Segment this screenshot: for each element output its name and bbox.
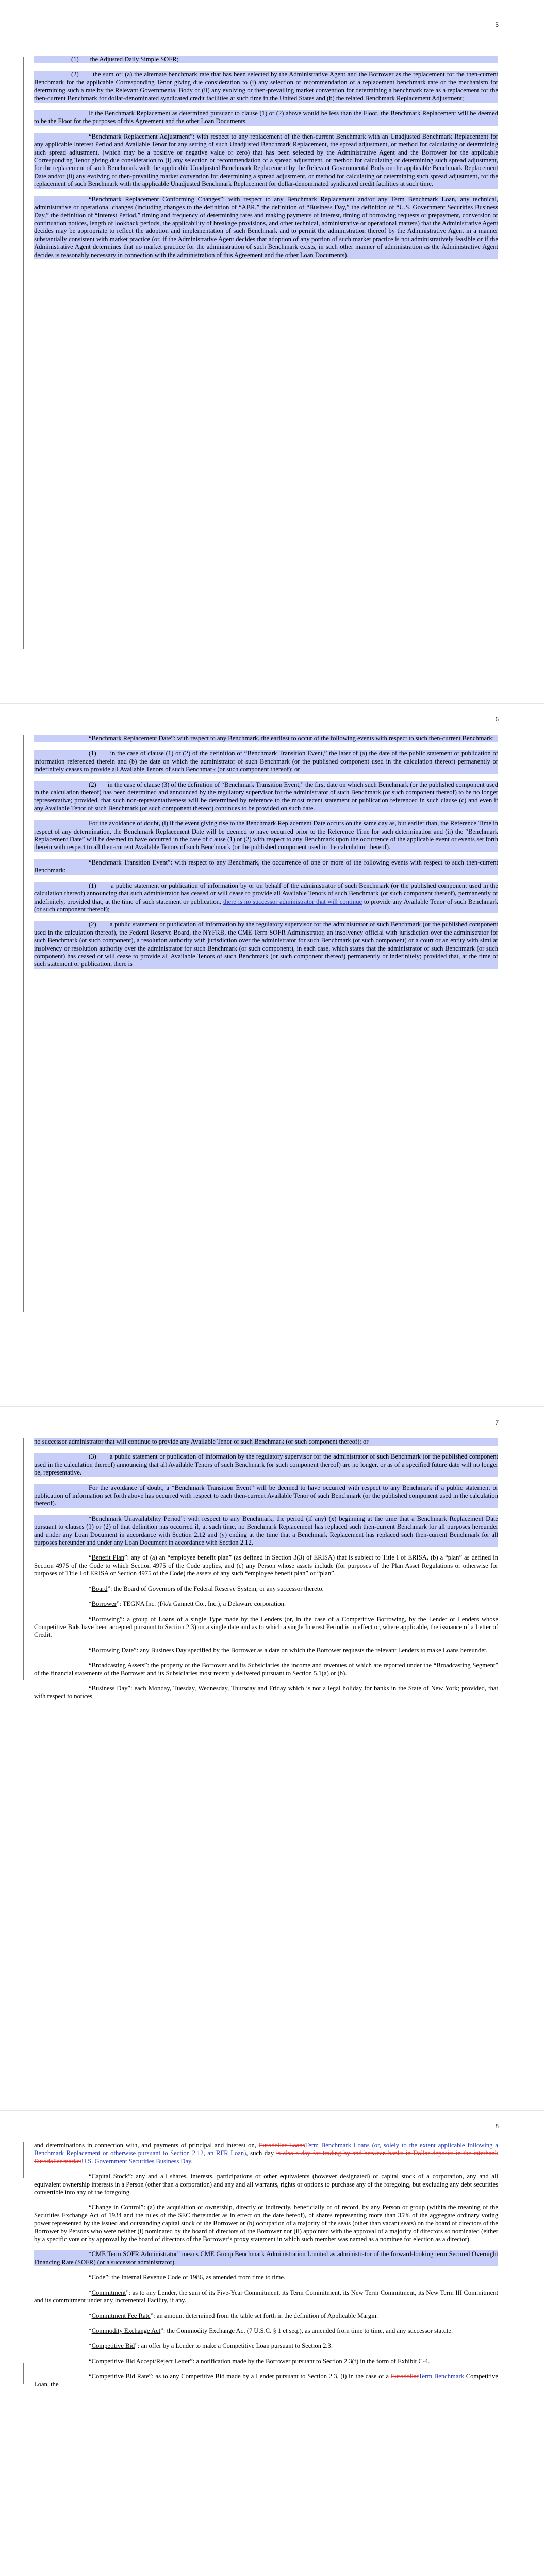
- paragraph: “Benchmark Replacement Adjustment”: with respect to any replacement of the then-current Benchmark with an Unadjusted Benchmark Replacement for any applicable Interest Period and Available Tenor for any setting of such Unadjusted Benchmark Replacement, the spread adjustment, or method for calculating or determining such spread adjustment, (which may be a positive or negative value or zero) that has been selected by the Administrative Agent and the Borrower for the applicable Corresponding Tenor giving due consideration to (i) any selection or recommendation of a spread adjustment, or method for calculating or determining such spread adjustment, for the replacement of such Benchmark with the applicable Unadjusted Benchmark Replacement by the Relevant Governmental Body on the applicable Benchmark Replacement Date and/or (ii) any evolving or then-prevailing market convention for determining a spread adjustment, or method for calculating or determining such spread adjustment, for the replacement of such Benchmark with the applicable Unadjusted Benchmark Replacement for dollar-denominated syndicated credit facilities at such time.: [34, 132, 498, 188]
- paragraph: (2) the sum of: (a) the alternate benchmark rate that has been selected by the Administrative Agent and the Borrower as the replacement for the then-current Benchmark for the applicable Corresponding Tenor giving due consideration to (i) any selection or recommendation of a replacement benchmark rate or the mechanism for determining such a rate by the Relevant Governmental Body or (ii) any evolving or then-prevailing market convention for determining a benchmark rate as a replacement for the then-current Benchmark for dollar-denominated syndicated credit facilities at such time in the United States and (b) the related Benchmark Replacement Adjustment;: [34, 71, 498, 102]
- page-number: 7: [495, 1418, 499, 1426]
- paragraph: If the Benchmark Replacement as determined pursuant to clause (1) or (2) above would be less than the Floor, the Benchmark Replacement will be deemed to be the Floor for the purposes of this Agreement and the other Loan Documents.: [34, 110, 498, 125]
- paragraph: “Commitment Fee Rate”: an amount determined from the table set forth in the definition of Applicable Margin.: [89, 2312, 378, 2319]
- revision-bar: [23, 1438, 24, 1680]
- paragraph: “Competitive Bid Accept/Reject Letter”: a notification made by the Borrower pursuant to Section 2.3(f) in the form of Exhibit C-4.: [89, 2357, 430, 2365]
- document-page-7: [0, 1407, 544, 2110]
- revision-bar: [23, 2363, 24, 2384]
- paragraph: (1) a public statement or publication of information by or on behalf of the administrator of such Benchmark (or the published component used in the calculation thereof) announcing that such administrator has ceased or will cease to provide all Available Tenors of such Benchmark (or such component thereof), permanently or indefinitely, provided that, at the time of such statement or publication, there is no successor administrator that will continue to provide any Available Tenor of such Benchmark (or such component thereof);: [34, 882, 499, 913]
- paragraph: For the avoidance of doubt, (i) if the event giving rise to the Benchmark Replacement Date occurs on the same day as, but earlier than, the Reference Time in respect of any determination, the Benchmark Replacement Date will be deemed to have occurred prior to the Reference Time for such determination and (ii) the “Benchmark Replacement Date” will be deemed to have occurred in the case of clause (1) or (2) with respect to any Benchmark upon the occurrence of the applicable event or events set forth therein with respect to all then-current Available Tenors of such Benchmark (or the published component used in the calculation thereof).: [34, 820, 498, 851]
- paragraph: “Borrowing Date”: any Business Day specified by the Borrower as a date on which the Borrower requests the relevant Lenders to make Loans hereunder.: [89, 1646, 488, 1654]
- paragraph: “Borrowing”: a group of Loans of a single Type made by the Lenders (or, in the case of a Competitive Borrowing, by the Lender or Lenders whose Competitive Bids have been accepted pursuant to Section 2.3) on a single date and as to which a single Interest Period is in effect or, where applicable, the issuance of a Letter of Credit.: [34, 1615, 498, 1639]
- paragraph: no successor administrator that will continue to provide any Available Tenor of such Benchmark (or such component thereof); or: [34, 1438, 498, 1446]
- page-body: [34, 735, 498, 976]
- page-body: [34, 2142, 498, 2396]
- paragraph: “Benchmark Replacement Conforming Changes”: with respect to any Benchmark Replacement and/or any Term Benchmark Loan, any technical, administrative or operational changes (including changes to the definition of “ABR,” the definition of “Business Day,” the definition of “U.S. Government Securities Business Day,” the definition of “Interest Period,” timing and frequency of determining rates and making payments of interest, timing of borrowing requests or prepayment, conversion or continuation notices, length of lookback periods, the applicability of breakage provisions, and other technical, administrative or operational matters) that the Administrative Agent decides may be appropriate to reflect the adoption and implementation of such Benchmark and to permit the administration thereof by the Administrative Agent in a manner substantially consistent with market practice (or, if the Administrative Agent decides that adoption of any portion of such market practice is not administratively feasible or if the Administrative Agent determines that no market practice for the administration of such Benchmark exists, in such other manner of administration as the Administrative Agent decides is reasonably necessary in connection with the administration of this Agreement and the other Loan Documents).: [34, 195, 498, 259]
- paragraph: (2) a public statement or publication of information by the regulatory supervisor for the administrator of such Benchmark (or the published component used in the calculation thereof), the Federal Reserve Board, the NYFRB, the CME Term SOFR Administrator, an insolvency official with jurisdiction over the administrator for such Benchmark (or such component), a resolution authority with jurisdiction over the administrator for such Benchmark (or such component) or a court or an entity with similar insolvency or resolution authority over the administrator for such Benchmark (or such component), in each case, which states that the administrator of such Benchmark (or such component) has ceased or will cease to provide all Available Tenors of such Benchmark (or such component thereof) permanently or indefinitely; provided that, at the time of such statement or publication, there is: [34, 921, 498, 968]
- paragraph: “Commodity Exchange Act”: the Commodity Exchange Act (7 U.S.C. § 1 et seq.), as amended from time to time, and any successor statute.: [89, 2327, 453, 2334]
- revision-bar: [23, 735, 24, 1312]
- document-page-5: [0, 0, 544, 703]
- document-page-6: [0, 704, 544, 1406]
- paragraph: “Board”: the Board of Governors of the Federal Reserve System, or any successor thereto.: [89, 1585, 324, 1592]
- paragraph: “Code”: the Internal Revenue Code of 1986, as amended from time to time.: [89, 2274, 286, 2281]
- revision-bar: [23, 57, 24, 649]
- paragraph: “Commitment”: as to any Lender, the sum of its Five-Year Commitment, its Term Commitment, its New Term Commitment, its New Term III Commitment and its commitment under any Incremental Facility, if any.: [34, 2289, 498, 2304]
- revision-bar: [23, 2142, 24, 2178]
- page-number: 6: [495, 715, 499, 723]
- paragraph: (3) a public statement or publication of information by the regulatory supervisor for the administrator of such Benchmark (or the published component used in the calculation thereof) announcing that all Available Tenors of such Benchmark (or such component thereof) are no longer, or as of a specified future date will no longer be, representative.: [34, 1453, 498, 1477]
- paragraph: “Competitive Bid”: an offer by a Lender to make a Competitive Loan pursuant to Section 2.3.: [89, 2342, 333, 2350]
- paragraph: For the avoidance of doubt, a “Benchmark Transition Event” will be deemed to have occurred with respect to any Benchmark if a public statement or publication of information set forth above has occurred with respect to each then-current Available Tenor of such Benchmark (or the published component used in the calculation thereof).: [34, 1484, 498, 1507]
- page-body: [34, 1438, 498, 1708]
- page-number: 5: [495, 21, 499, 28]
- paragraph: “Benefit Plan”: any of (a) an “employee benefit plan” (as defined in Section 3(3) of ERISA) that is subject to Title I of ERISA, (b) a “plan” as defined in Section 4975 of the Code to which Section 4975 of the Code applies, and (c) any Person whose assets include (for purposes of the Plan Asset Regulations or otherwise for purposes of Title I of ERISA or Section 4975 of the Code) the assets of any such “employee benefit plan” or “plan”.: [34, 1554, 498, 1578]
- paragraph: “Benchmark Replacement Date”: with respect to any Benchmark, the earliest to occur of the following events with respect to such then-current Benchmark:: [34, 735, 498, 742]
- page-body: [34, 56, 498, 266]
- paragraph: (1) in the case of clause (1) or (2) of the definition of “Benchmark Transition Event,” the later of (a) the date of the public statement or publication of information referenced therein and (b) the date on which the administrator of such Benchmark (or the published component used in the calculation thereof) permanently or indefinitely ceases to provide all Available Tenors of such Benchmark (or such component thereof); or: [34, 750, 498, 773]
- document-page-8: [0, 2111, 544, 2576]
- paragraph: “Broadcasting Assets”: the property of the Borrower and its Subsidiaries the income and revenues of which are reported under the “Broadcasting Segment” of the financial statements of the Borrower and its Subsidiaries most recently delivered pursuant to Section 5.1(a) or (b).: [34, 1662, 498, 1677]
- paragraph: (2) in the case of clause (3) of the definition of “Benchmark Transition Event,” the first date on which such Benchmark (or the published component used in the calculation thereof) has been determined and announced by the regulatory supervisor for the administrator of such Benchmark (or such component thereof) to be no longer representative; provided, that such non-representativeness will be determined by reference to the most recent statement or publication referenced in such clause (c) and even if any Available Tenor of such Benchmark (or such component thereof) continues to be provided on such date.: [34, 781, 498, 812]
- paragraph: (1) the Adjusted Daily Simple SOFR;: [34, 56, 498, 63]
- paragraph: “Benchmark Transition Event”: with respect to any Benchmark, the occurrence of one or more of the following events with respect to such then-current Benchmark:: [34, 858, 498, 874]
- paragraph: “Business Day”: each Monday, Tuesday, Wednesday, Thursday and Friday which is not a legal holiday for banks in the State of New York; provided, that with respect to notices: [34, 1684, 498, 1700]
- page-number: 8: [495, 2122, 499, 2130]
- paragraph: “Borrower”: TEGNA Inc. (f/k/a Gannett Co., Inc.), a Delaware corporation.: [89, 1600, 286, 1608]
- paragraph: “Change in Control”: (a) the acquisition of ownership, directly or indirectly, beneficially or of record, by any Person or group (within the meaning of the Securities Exchange Act of 1934 and the rules of the SEC thereunder as in effect on the date hereof), of shares representing more than 35% of the aggregate ordinary voting power represented by the issued and outstanding capital stock of the Borrower or (b) occupation of a majority of the seats (other than vacant seats) on the board of directors of the Borrower by Persons who were neither (i) nominated by the board of directors of the Borrower nor (ii) appointed with the approval of a majority of directors so nominated (either by a specific vote or by approval by the board of directors of the Borrower’s proxy statement in which such member was named as a nominee for election as a director).: [34, 2204, 498, 2243]
- paragraph: “Benchmark Unavailability Period”: with respect to any Benchmark, the period (if any) (x) beginning at the time that a Benchmark Replacement Date pursuant to clauses (1) or (2) of that definition has occurred if, at such time, no Benchmark Replacement has replaced such then-current Benchmark for all purposes hereunder and under any Loan Document in accordance with Section 2.12 and (y) ending at the time that a Benchmark Replacement has replaced such then-current Benchmark for all purposes hereunder and under any Loan Document in accordance with Section 2.12.: [34, 1515, 498, 1547]
- paragraph: “Competitive Bid Rate”: as to any Competitive Bid made by a Lender pursuant to Section 2.3, (i) in the case of a EurodollarTerm Benchmark Competitive Loan, the: [34, 2372, 498, 2388]
- paragraph: “Capital Stock”: any and all shares, interests, participations or other equivalents (however designated) of capital stock of a corporation, any and all equivalent ownership interests in a Person (other than a corporation) and any and all warrants, rights or options to purchase any of the foregoing, but excluding any debt securities convertible into any of the foregoing.: [34, 2173, 498, 2196]
- paragraph: and determinations in connection with, and payments of principal and interest on, Eurodollar LoansTerm Benchmark Loans (or, solely to the extent applicable following a Benchmark Replacement or otherwise pursuant to Section 2.12, an RFR Loan), such day is also a day for trading by and between banks in Dollar deposits in the interbank Eurodollar marketU.S. Government Securities Business Day.: [34, 2142, 499, 2165]
- paragraph: “CME Term SOFR Administrator” means CME Group Benchmark Administration Limited as administrator of the forward-looking term Secured Overnight Financing Rate (SOFR) (or a successor administrator).: [34, 2250, 498, 2266]
